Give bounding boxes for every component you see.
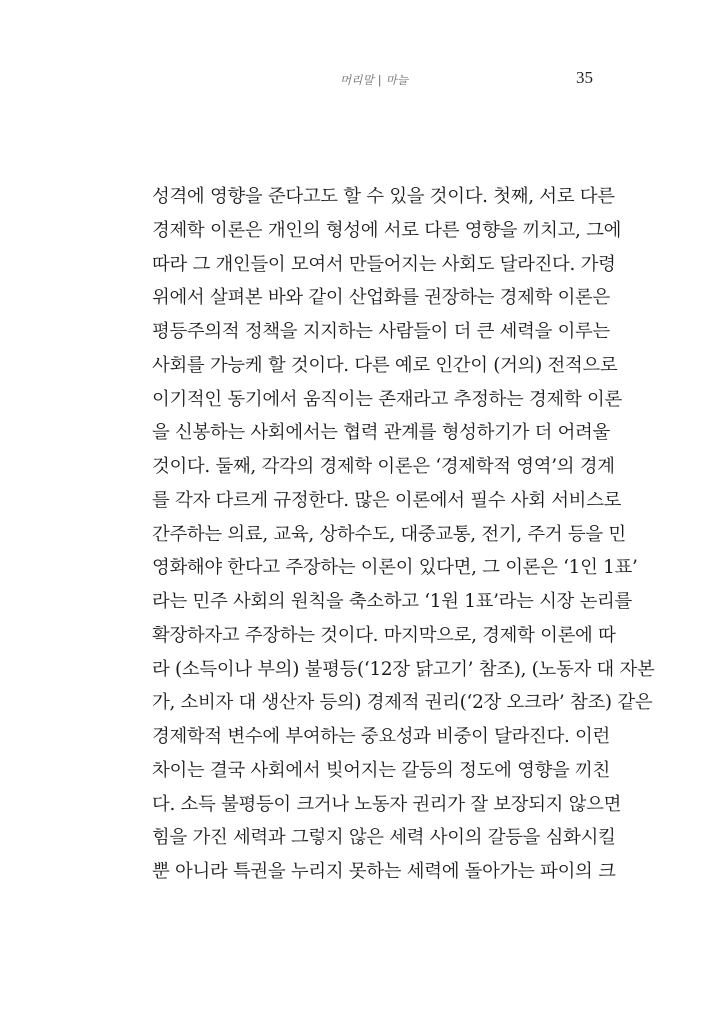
text-line: 간주하는 의료, 교육, 상하수도, 대중교통, 전기, 주거 등을 민 xyxy=(152,523,626,545)
text-line: 뿐 아니라 특권을 누리지 못하는 세력에 돌아가는 파이의 크 xyxy=(152,861,616,882)
text-line: 경제학 이론은 개인의 형성에 서로 다른 영향을 끼치고, 그에 xyxy=(152,219,622,241)
text-line: 다. 소득 불평등이 크거나 노동자 권리가 잘 보장되지 않으면 xyxy=(152,793,622,815)
text-line: 를 각자 다르게 규정한다. 많은 이론에서 필수 사회 서비스로 xyxy=(152,489,622,511)
text-line: 확장하자고 주장하는 것이다. 마지막으로, 경제학 이론에 따 xyxy=(152,624,616,646)
text-line: 라 (소득이나 부의) 불평등(‘12장 닭고기’ 참조), (노동자 대 자본 xyxy=(152,658,655,680)
text-line: 따라 그 개인들이 모여서 만들어지는 사회도 달라진다. 가령 xyxy=(152,253,616,275)
text-line: 평등주의적 정책을 지지하는 사람들이 더 큰 세력을 이루는 xyxy=(152,321,610,342)
text-line: 이기적인 동기에서 움직이는 존재라고 추정하는 경제학 이론 xyxy=(152,388,622,410)
running-title: 머리말 | 마늘 xyxy=(340,73,409,87)
running-header xyxy=(0,68,701,92)
text-line: 차이는 결국 사회에서 빚어지는 갈등의 정도에 영향을 끼친 xyxy=(152,759,610,781)
text-line: 을 신봉하는 사회에서는 협력 관계를 형성하기가 더 어려울 xyxy=(152,422,610,444)
text-line: 가, 소비자 대 생산자 등의) 경제적 권리(‘2장 오크라’ 참조) 같은 xyxy=(152,692,653,714)
text-line: 힘을 가진 세력과 그렇지 않은 세력 사이의 갈등을 심화시킬 xyxy=(152,827,616,849)
text-line: 것이다. 둘째, 각각의 경제학 이론은 ‘경제학적 영역’의 경계 xyxy=(152,456,615,477)
text-line: 성격에 영향을 준다고도 할 수 있을 것이다. 첫째, 서로 다른 xyxy=(152,186,615,207)
text-line: 위에서 살펴본 바와 같이 산업화를 권장하는 경제학 이론은 xyxy=(152,287,610,309)
page-number: 35 xyxy=(576,68,593,87)
text-line: 영화해야 한다고 주장하는 이론이 있다면, 그 이론은 ‘1인 1표’ xyxy=(152,557,638,579)
text-line: 사회를 가능케 할 것이다. 다른 예로 인간이 (거의) 전적으로 xyxy=(152,354,618,376)
text-line: 라는 민주 사회의 원칙을 축소하고 ‘1원 1표’라는 시장 논리를 xyxy=(152,591,632,612)
body-text xyxy=(152,180,655,889)
text-line: 경제학적 변수에 부여하는 중요성과 비중이 달라진다. 이런 xyxy=(152,726,610,747)
